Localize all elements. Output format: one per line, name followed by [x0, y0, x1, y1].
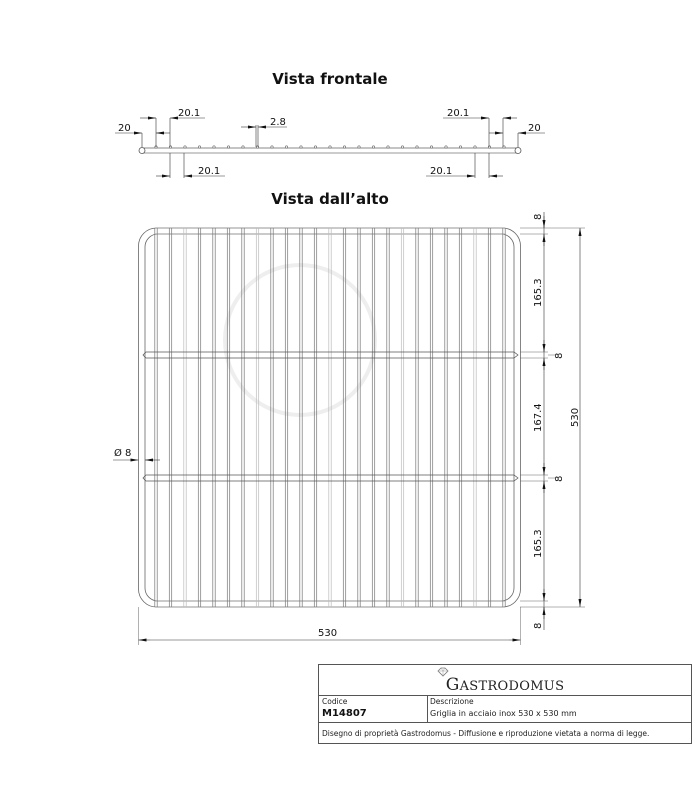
brand-logo-area [319, 665, 691, 696]
dim-front-left-20: 20 [118, 123, 131, 134]
dim-top-offset-8: 8 [533, 213, 544, 220]
title-block-info-row [319, 695, 691, 723]
dim-front-left-20-1-top: 20.1 [178, 108, 201, 119]
description-cell [427, 695, 691, 722]
front-view [115, 108, 545, 178]
dim-front-left-20-1-bottom: 20.1 [198, 166, 221, 177]
dim-front-bar-thickness: 2.8 [270, 117, 286, 128]
code-cell [319, 695, 428, 722]
dim-overall-width: 530 [318, 628, 338, 639]
dim-front-right-20-1-top: 20.1 [447, 108, 470, 119]
dim-front-right-20-1-bottom: 20.1 [430, 166, 453, 177]
code-value: M14807 [322, 708, 367, 719]
code-label: Codice [322, 697, 348, 706]
dim-rod-diameter: Ø 8 [114, 448, 132, 459]
dim-top-segment-165-3: 165.3 [533, 278, 544, 307]
dim-middle-segment-167-4: 167.4 [533, 403, 544, 432]
front-view-title: Vista frontale [272, 70, 388, 88]
top-view [113, 212, 585, 645]
dim-front-right-20: 20 [528, 123, 541, 134]
dim-bottom-offset-8: 8 [533, 622, 544, 629]
dim-crossbar-1-8: 8 [554, 352, 565, 359]
top-view-title: Vista dall’alto [271, 190, 389, 208]
brand-name: GASTRODOMUS [445, 675, 565, 695]
dim-bottom-segment-165-3: 165.3 [533, 529, 544, 558]
dim-overall-height: 530 [570, 407, 581, 427]
title-block [318, 664, 692, 744]
dim-crossbar-2-8: 8 [554, 475, 565, 482]
grid-bars [155, 228, 505, 607]
description-value: Griglia in acciaio inox 530 x 530 mm [430, 709, 577, 718]
description-label: Descrizione [430, 697, 474, 706]
ownership-notice: Disegno di proprietà Gastrodomus - Diffusione e riproduzione vietata a norma di legge. [322, 729, 650, 738]
